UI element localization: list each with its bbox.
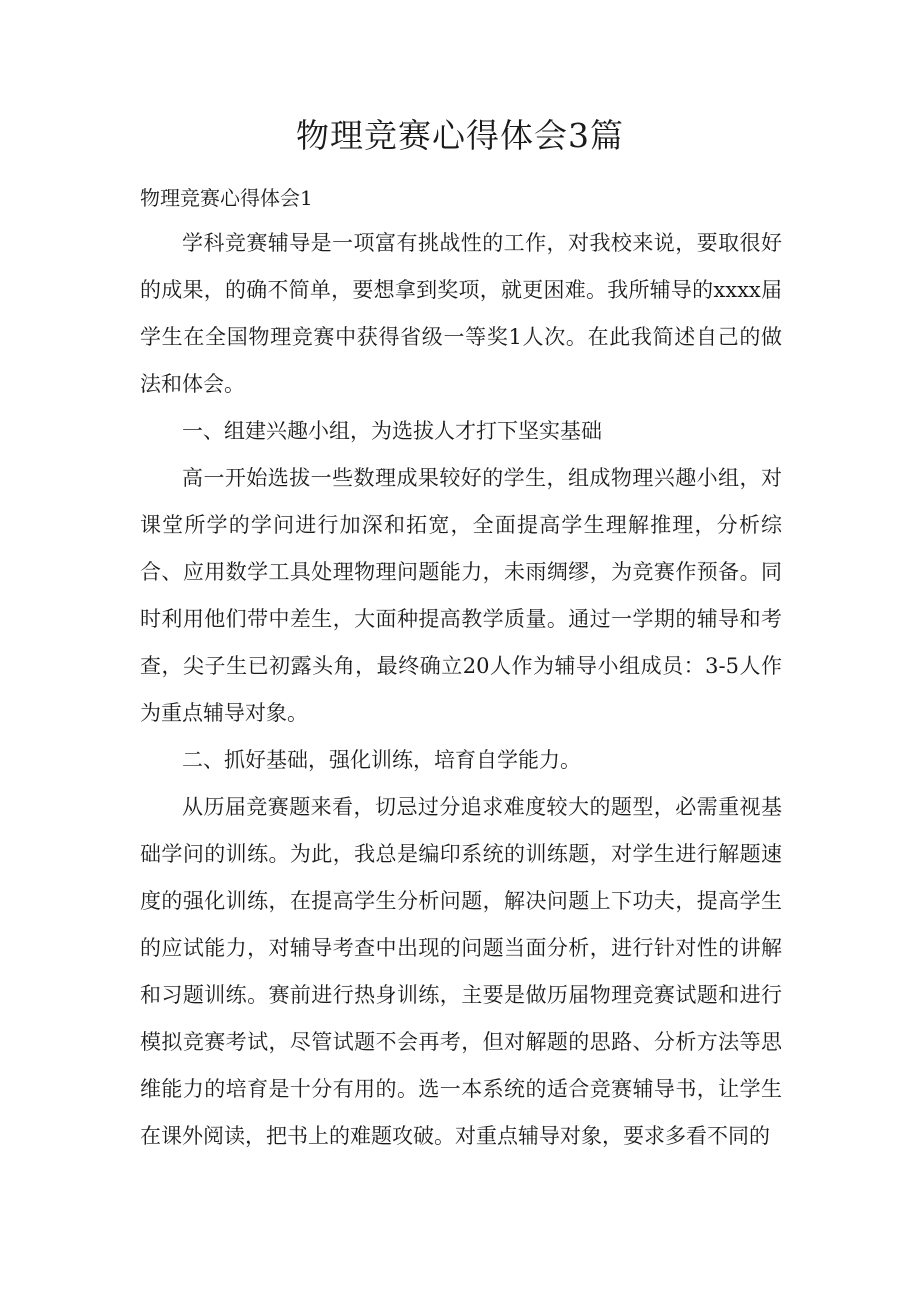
heading-two: 二、抓好基础，强化训练，培育自学能力。 [182,748,581,772]
section-heading: 物理竞赛心得体会1 [140,186,313,210]
document-title: 物理竞赛心得体会3篇 [296,116,624,155]
document-body [140,220,782,1160]
paragraph-intro: 学科竞赛辅导是一项富有挑战性的工作，对我校来说，要取很好的成果，的确不简单，要想拿到奖项，就更困难。我所辅导的xxxx届学生在全国物理竞赛中获得省级一等奖1人次。在此我简述自己的做法和体会。 [140,231,782,396]
paragraph-training: 从历届竞赛题来看，切忌过分追求难度较大的题型，必需重视基础学问的训练。为此，我总是编印系统的训练题，对学生进行解题速度的强化训练，在提高学生分析问题，解决问题上下功夫，提高学生的应试能力，对辅导考查中出现的问题当面分析，进行针对性的讲解和习题训练。赛前进行热身训练，主要是做历届物理竞赛试题和进行模拟竞赛考试，尽管试题不会再考，但对解题的思路、分析方法等思维能力的培育是十分有用的。选一本系统的适合竞赛辅导书，让学生在课外阅读，把书上的难题攻破。对重点辅导对象，要求多看不同的 [140,795,782,1148]
paragraph-interest-group: 高一开始选拔一些数理成果较好的学生，组成物理兴趣小组，对课堂所学的学问进行加深和拓宽，全面提高学生理解推理，分析综合、应用数学工具处理物理问题能力，未雨绸缪，为竞赛作预备。同时利用他们带中差生，大面种提高教学质量。通过一学期的辅导和考查，尖子生已初露头角，最终确立20人作为辅导小组成员：3-5人作为重点辅导对象。 [140,466,782,725]
heading-one: 一、组建兴趣小组，为选拔人才打下坚实基础 [182,419,602,443]
